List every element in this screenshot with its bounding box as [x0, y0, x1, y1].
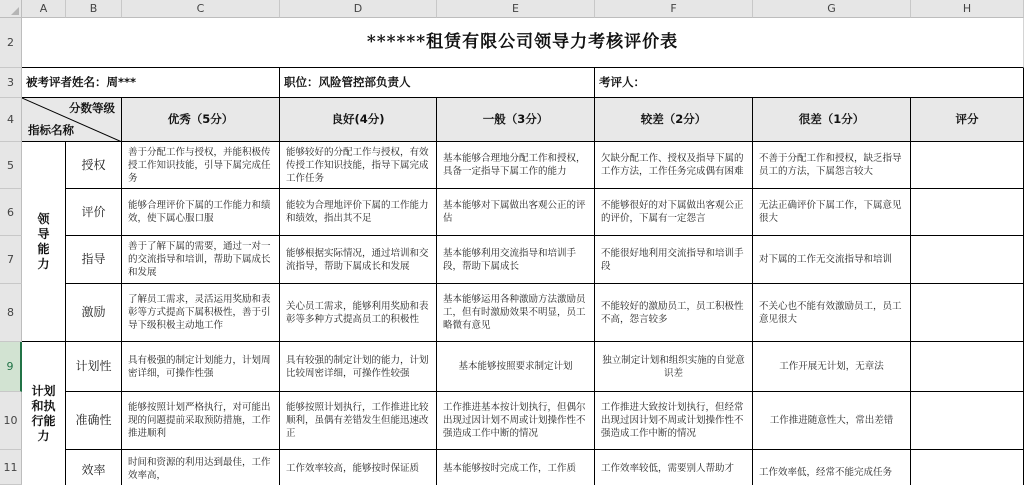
rating-cell[interactable]: 能够按照计划严格执行，对可能出现的问题提前采取预防措施，工作推进顺利	[122, 392, 280, 450]
item-name-cell[interactable]: 计划性	[66, 342, 122, 392]
rating-cell[interactable]: 能够较好的分配工作与授权，有效传授工作知识技能，指导下属完成工作任务	[280, 142, 437, 189]
column-header-b[interactable]: B	[66, 0, 122, 18]
item-name-cell[interactable]: 激励	[66, 284, 122, 342]
indicator-name-label: 指标名称	[28, 123, 74, 137]
rating-cell[interactable]: 工作推进随意性大，常出差错	[753, 392, 911, 450]
rating-cell[interactable]: 能够按照计划执行，工作推进比较顺利，虽偶有差错发生但能迅速改正	[280, 392, 437, 450]
row-header-6[interactable]: 6	[0, 189, 22, 236]
score-level-label: 分数等级	[69, 101, 115, 115]
score-input-cell[interactable]	[911, 450, 1024, 485]
row-header-2[interactable]: 2	[0, 18, 22, 68]
row-header-5[interactable]: 5	[0, 142, 22, 189]
item-name-cell[interactable]: 评价	[66, 189, 122, 236]
rating-cell[interactable]: 工作推进大致按计划执行，但经常出现过因计划不周或计划操作性不强造成工作中断的情况	[595, 392, 753, 450]
row-header-8[interactable]: 8	[0, 284, 22, 342]
select-all-corner[interactable]	[0, 0, 22, 18]
rating-cell[interactable]: 工作效率较低，需要别人帮助才	[595, 450, 753, 485]
assessee-name-cell[interactable]: 被考评者姓名：周***	[22, 68, 280, 98]
column-header-g[interactable]: G	[753, 0, 911, 18]
diagonal-header-cell[interactable]	[22, 98, 122, 142]
level-average-header[interactable]: 一般（3分）	[437, 98, 595, 142]
column-header-a[interactable]: A	[22, 0, 66, 18]
rating-cell[interactable]: 欠缺分配工作、授权及指导下属的工作方法，工作任务完成偶有困难	[595, 142, 753, 189]
score-input-cell[interactable]	[911, 236, 1024, 284]
column-header-c[interactable]: C	[122, 0, 280, 18]
rating-cell[interactable]: 基本能够运用各种激励方法激励员工，但有时激励效果不明显，员工略微有意见	[437, 284, 595, 342]
sheet-title[interactable]: ******租赁有限公司领导力考核评价表	[22, 18, 1024, 68]
score-input-cell[interactable]	[911, 142, 1024, 189]
rating-cell[interactable]: 时间和资源的利用达到最佳，工作效率高，	[122, 450, 280, 485]
score-input-cell[interactable]	[911, 342, 1024, 392]
row-header-4[interactable]: 4	[0, 98, 22, 142]
item-name-cell[interactable]: 效率	[66, 450, 122, 485]
position-cell[interactable]: 职位：风险管控部负责人	[280, 68, 595, 98]
rating-cell[interactable]: 基本能够合理地分配工作和授权，具备一定指导下属工作的能力	[437, 142, 595, 189]
rating-cell[interactable]: 能较为合理地评价下属的工作能力和绩效，指出其不足	[280, 189, 437, 236]
item-name-cell[interactable]: 指导	[66, 236, 122, 284]
rating-cell[interactable]: 工作推进基本按计划执行，但偶尔出现过因计划不周或计划操作性不强造成工作中断的情况	[437, 392, 595, 450]
rating-cell[interactable]: 不能很好地利用交流指导和培训手段	[595, 236, 753, 284]
rating-cell[interactable]: 不能够很好的对下属做出客观公正的评价，下属有一定怨言	[595, 189, 753, 236]
row-header-10[interactable]: 10	[0, 392, 22, 450]
level-very-poor-header[interactable]: 很差（1分）	[753, 98, 911, 142]
column-header-e[interactable]: E	[437, 0, 595, 18]
column-header-d[interactable]: D	[280, 0, 437, 18]
column-header-f[interactable]: F	[595, 0, 753, 18]
score-input-cell[interactable]	[911, 284, 1024, 342]
rating-cell[interactable]: 不能较好的激励员工，员工积极性不高，怨言较多	[595, 284, 753, 342]
score-input-cell[interactable]	[911, 392, 1024, 450]
rating-cell[interactable]: 了解员工需求，灵活运用奖励和表彰等方式提高下属积极性，善于引导下级积极主动地工作	[122, 284, 280, 342]
rating-cell[interactable]: 具有较强的制定计划的能力，计划比较周密详细，可操作性较强	[280, 342, 437, 392]
rating-cell[interactable]: 基本能够按照要求制定计划	[437, 342, 595, 392]
rating-cell[interactable]: 善于了解下属的需要，通过一对一的交流指导和培训，帮助下属成长和发展	[122, 236, 280, 284]
rating-cell[interactable]: 无法正确评价下属工作，下属意见很大	[753, 189, 911, 236]
row-header-9[interactable]: 9	[0, 342, 22, 392]
assessor-cell[interactable]: 考评人：	[595, 68, 1024, 98]
score-header[interactable]: 评分	[911, 98, 1024, 142]
rating-cell[interactable]: 独立制定计划和组织实施的自觉意识差	[595, 342, 753, 392]
score-input-cell[interactable]	[911, 189, 1024, 236]
rating-cell[interactable]: 对下属的工作无交流指导和培训	[753, 236, 911, 284]
row-header-3[interactable]: 3	[0, 68, 22, 98]
row-header-7[interactable]: 7	[0, 236, 22, 284]
row-header-11[interactable]: 11	[0, 450, 22, 485]
level-poor-header[interactable]: 较差（2分）	[595, 98, 753, 142]
rating-cell[interactable]: 基本能够利用交流指导和培训手段，帮助下属成长	[437, 236, 595, 284]
group-planning-cell[interactable]	[22, 342, 66, 485]
column-header-h[interactable]: H	[911, 0, 1024, 18]
group-planning-label: 计划和执行能力	[31, 383, 56, 443]
item-name-cell[interactable]: 授权	[66, 142, 122, 189]
rating-cell[interactable]: 善于分配工作与授权，并能积极传授工作知识技能，引导下属完成任务	[122, 142, 280, 189]
rating-cell[interactable]: 不善于分配工作和授权，缺乏指导员工的方法，下属怨言较大	[753, 142, 911, 189]
level-good-header[interactable]: 良好(4分)	[280, 98, 437, 142]
rating-cell[interactable]: 基本能够按时完成工作，工作质	[437, 450, 595, 485]
rating-cell[interactable]: 基本能够对下属做出客观公正的评估	[437, 189, 595, 236]
level-excellent-header[interactable]: 优秀（5分）	[122, 98, 280, 142]
rating-cell[interactable]: 工作效率低，经常不能完成任务	[753, 450, 911, 485]
group-leadership-cell[interactable]	[22, 142, 66, 342]
group-leadership-label: 领导能力	[37, 211, 50, 271]
rating-cell[interactable]: 不关心也不能有效激励员工，员工意见很大	[753, 284, 911, 342]
item-name-cell[interactable]: 准确性	[66, 392, 122, 450]
rating-cell[interactable]: 能够根据实际情况，通过培训和交流指导，帮助下属成长和发展	[280, 236, 437, 284]
rating-cell[interactable]: 能够合理评价下属的工作能力和绩效，使下属心服口服	[122, 189, 280, 236]
rating-cell[interactable]: 关心员工需求，能够利用奖励和表彰等多种方式提高员工的积极性	[280, 284, 437, 342]
rating-cell[interactable]: 工作开展无计划，无章法	[753, 342, 911, 392]
rating-cell[interactable]: 具有极强的制定计划能力，计划周密详细，可操作性强	[122, 342, 280, 392]
rating-cell[interactable]: 工作效率较高，能够按时保证质	[280, 450, 437, 485]
